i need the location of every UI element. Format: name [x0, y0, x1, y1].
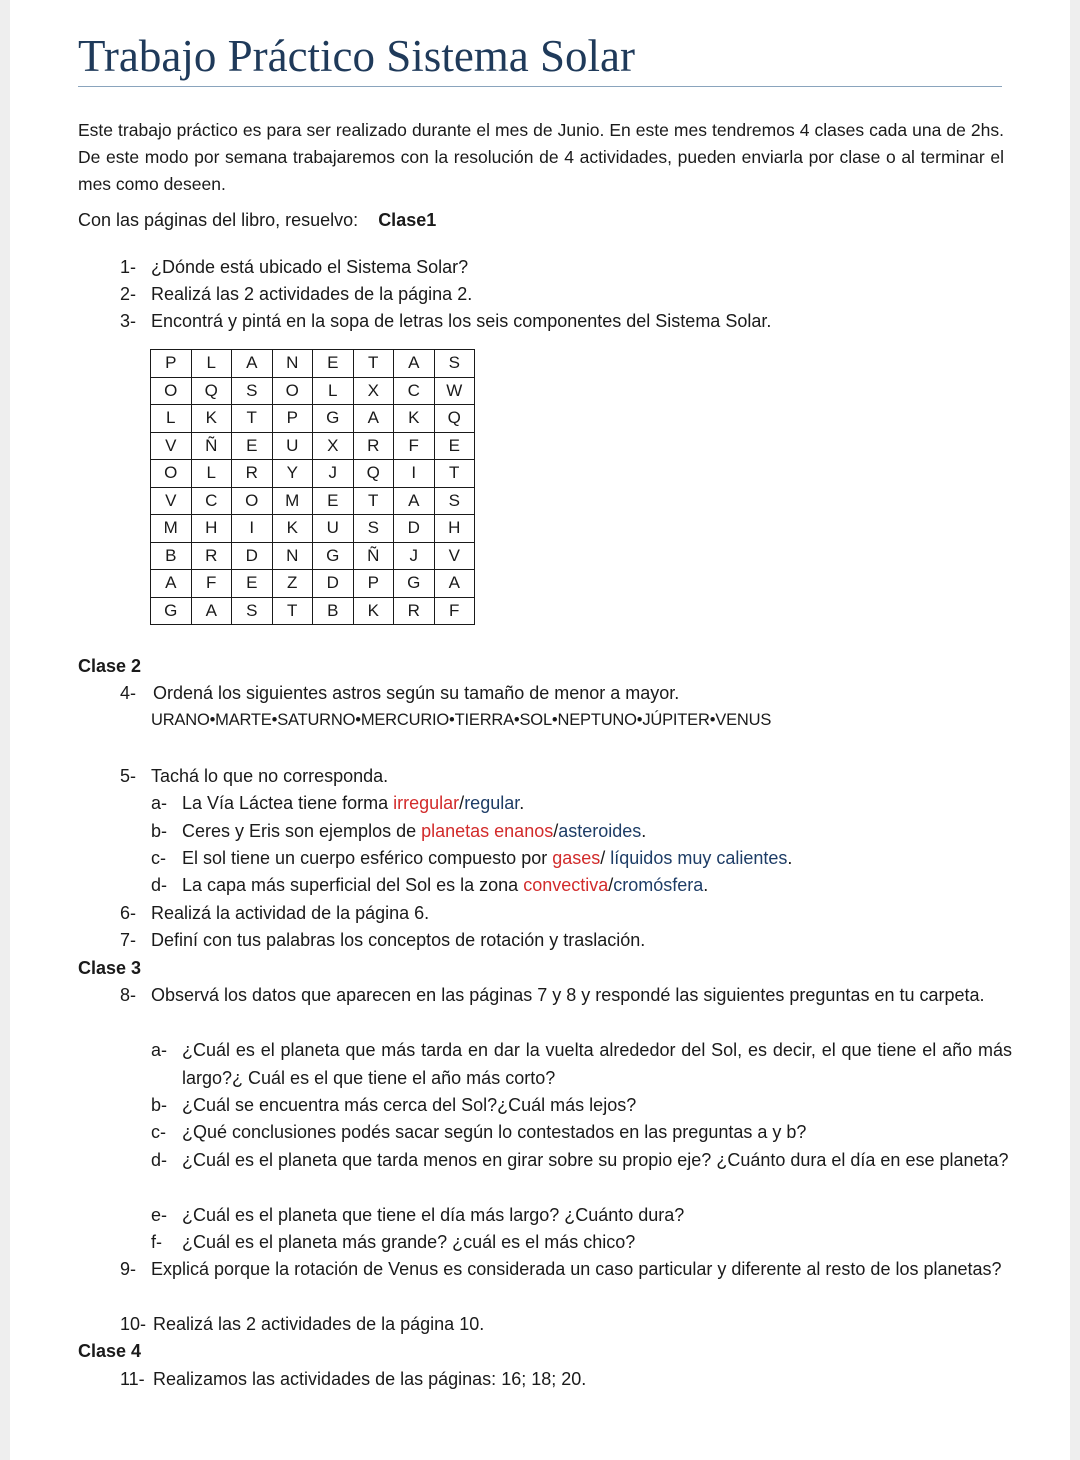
grid-cell: B: [313, 597, 354, 625]
grid-cell: Ñ: [191, 432, 232, 460]
grid-cell: S: [232, 377, 273, 405]
grid-cell: S: [353, 515, 394, 543]
grid-cell: U: [272, 432, 313, 460]
grid-cell: A: [151, 570, 192, 598]
question-text: Definí con tus palabras los conceptos de rotación y traslación.: [151, 930, 646, 950]
question-8e: [151, 1205, 684, 1226]
grid-cell: N: [272, 350, 313, 378]
grid-row: [151, 597, 475, 625]
grid-cell: T: [434, 460, 475, 488]
grid-cell: A: [394, 487, 435, 515]
item-letter: c-: [151, 848, 166, 868]
question-1: [120, 257, 468, 278]
question-text: ¿Dónde está ubicado el Sistema Solar?: [151, 257, 469, 277]
question-number: 6-: [120, 903, 137, 923]
grid-cell: D: [313, 570, 354, 598]
grid-cell: G: [151, 597, 192, 625]
item-end: .: [519, 793, 525, 813]
grid-cell: A: [434, 570, 475, 598]
grid-cell: O: [151, 377, 192, 405]
grid-cell: T: [353, 350, 394, 378]
question-number: 4-: [120, 683, 137, 703]
grid-row: [151, 460, 475, 488]
question-text: Tachá lo que no corresponda.: [151, 766, 389, 786]
grid-row: [151, 515, 475, 543]
grid-cell: G: [394, 570, 435, 598]
item-letter: f-: [151, 1232, 162, 1252]
item-text: ¿Cuál se encuentra más cerca del Sol?¿Cuál más lejos?: [182, 1095, 637, 1115]
grid-cell: O: [232, 487, 273, 515]
grid-cell: P: [272, 405, 313, 433]
question-8f: [151, 1232, 635, 1253]
grid-cell: K: [353, 597, 394, 625]
question-5b: [151, 821, 646, 842]
grid-cell: A: [353, 405, 394, 433]
grid-cell: E: [313, 350, 354, 378]
question-8d-text: ¿Cuál es el planeta que tarda menos en girar sobre su propio eje? ¿Cuánto dura el día en ese planeta?: [182, 1150, 1009, 1170]
item-letter: c-: [151, 1122, 166, 1142]
question-6: [120, 903, 429, 924]
grid-cell: F: [191, 570, 232, 598]
grid-cell: U: [313, 515, 354, 543]
grid-cell: N: [272, 542, 313, 570]
question-5: [120, 766, 388, 787]
grid-cell: G: [313, 405, 354, 433]
grid-cell: E: [313, 487, 354, 515]
grid-cell: Q: [434, 405, 475, 433]
grid-cell: Y: [272, 460, 313, 488]
grid-cell: X: [313, 432, 354, 460]
grid-cell: J: [313, 460, 354, 488]
grid-cell: R: [353, 432, 394, 460]
grid-row: [151, 377, 475, 405]
item-text: La capa más superficial del Sol es la zona: [182, 875, 524, 895]
grid-cell: R: [232, 460, 273, 488]
grid-cell: K: [272, 515, 313, 543]
option-red: planetas enanos: [421, 821, 554, 841]
question-11: [120, 1369, 586, 1390]
item-text: El sol tiene un cuerpo esférico compuesto por: [182, 848, 553, 868]
item-text: La Vía Láctea tiene forma: [182, 793, 394, 813]
option-separator: /: [608, 875, 614, 895]
grid-cell: O: [272, 377, 313, 405]
grid-cell: P: [353, 570, 394, 598]
grid-cell: V: [151, 432, 192, 460]
grid-cell: E: [434, 432, 475, 460]
grid-cell: M: [151, 515, 192, 543]
grid-cell: O: [151, 460, 192, 488]
question-text: Realizá las 2 actividades de la página 2.: [151, 284, 473, 304]
grid-cell: I: [394, 460, 435, 488]
grid-cell: D: [394, 515, 435, 543]
grid-cell: R: [394, 597, 435, 625]
grid-cell: A: [394, 350, 435, 378]
option-red: irregular: [393, 793, 460, 813]
document-page: [10, 0, 1070, 1460]
book-instruction: [78, 210, 436, 231]
question-number: 10-: [120, 1314, 147, 1334]
grid-row: [151, 570, 475, 598]
option-blue: regular: [464, 793, 520, 813]
item-letter: e-: [151, 1205, 168, 1225]
grid-cell: P: [151, 350, 192, 378]
grid-cell: L: [191, 460, 232, 488]
grid-row: [151, 542, 475, 570]
title-divider: [78, 86, 1002, 87]
question-number: 11-: [120, 1369, 145, 1389]
question-5a: [151, 793, 524, 814]
grid-cell: Q: [353, 460, 394, 488]
question-3: [120, 311, 771, 332]
grid-cell: X: [353, 377, 394, 405]
question-9-number: 9-: [120, 1259, 137, 1279]
question-8-number: 8-: [120, 985, 137, 1005]
intro-paragraph: Este trabajo práctico es para ser realizado durante el mes de Junio. En este mes tendremos 4 clases cada una de 2hs. De este modo por semana trabajaremos con la resolución de 4 actividades, pueden enviarla por clase o al terminar el mes como deseen.: [78, 120, 1004, 194]
item-end: .: [787, 848, 793, 868]
grid-row: [151, 487, 475, 515]
grid-cell: H: [434, 515, 475, 543]
item-letter: b-: [151, 821, 168, 841]
grid-cell: Z: [272, 570, 313, 598]
question-8b: [151, 1095, 636, 1116]
option-blue: asteroides: [558, 821, 642, 841]
question-9-text: Explicá porque la rotación de Venus es considerada un caso particular y diferente al resto de los planetas?: [151, 1259, 1002, 1279]
grid-cell: F: [434, 597, 475, 625]
option-separator: /: [600, 848, 611, 868]
question-2: [120, 284, 472, 305]
grid-cell: R: [191, 542, 232, 570]
option-separator: /: [459, 793, 465, 813]
grid-cell: G: [313, 542, 354, 570]
book-line-text: Con las páginas del libro, resuelvo:: [78, 210, 359, 230]
question-5c: [151, 848, 792, 869]
grid-cell: M: [272, 487, 313, 515]
option-red: gases: [552, 848, 601, 868]
question-text: Realizá las 2 actividades de la página 10.: [153, 1314, 485, 1334]
item-text: ¿Cuál es el planeta que tiene el día más largo? ¿Cuánto dura?: [182, 1205, 685, 1225]
grid-cell: T: [232, 405, 273, 433]
grid-cell: S: [232, 597, 273, 625]
question-text: Realizamos las actividades de las páginas: 16; 18; 20.: [153, 1369, 587, 1389]
option-blue: líquidos muy calientes: [610, 848, 788, 868]
question-number: 5-: [120, 766, 137, 786]
grid-cell: F: [394, 432, 435, 460]
question-10: [120, 1314, 484, 1335]
grid-cell: D: [232, 542, 273, 570]
question-text: Realizá la actividad de la página 6.: [151, 903, 430, 923]
grid-cell: A: [191, 597, 232, 625]
item-end: .: [703, 875, 709, 895]
grid-cell: J: [394, 542, 435, 570]
clase3-heading: Clase 3: [78, 958, 142, 978]
question-4: [120, 683, 679, 704]
grid-cell: V: [151, 487, 192, 515]
item-text: Ceres y Eris son ejemplos de: [182, 821, 422, 841]
grid-cell: A: [232, 350, 273, 378]
planets-list: URANO•MARTE•SATURNO•MERCURIO•TIERRA•SOL•NEPTUNO•JÚPITER•VENUS: [151, 711, 772, 729]
item-end: .: [641, 821, 647, 841]
grid-cell: L: [191, 350, 232, 378]
word-search-grid: [150, 349, 475, 625]
question-5d: [151, 875, 708, 896]
grid-cell: L: [313, 377, 354, 405]
grid-cell: T: [353, 487, 394, 515]
question-number: 3-: [120, 311, 137, 331]
grid-cell: C: [394, 377, 435, 405]
grid-cell: E: [232, 570, 273, 598]
grid-cell: K: [191, 405, 232, 433]
clase2-heading: Clase 2: [78, 656, 142, 676]
question-8c: [151, 1122, 806, 1143]
grid-cell: S: [434, 350, 475, 378]
grid-cell: C: [191, 487, 232, 515]
question-7: [120, 930, 645, 951]
option-blue: cromósfera: [613, 875, 704, 895]
question-8d-letter: d-: [151, 1150, 168, 1170]
grid-row: [151, 350, 475, 378]
item-letter: b-: [151, 1095, 168, 1115]
grid-cell: Ñ: [353, 542, 394, 570]
grid-cell: K: [394, 405, 435, 433]
option-red: convectiva: [523, 875, 609, 895]
grid-row: [151, 405, 475, 433]
option-separator: /: [553, 821, 559, 841]
question-text: Ordená los siguientes astros según su tamaño de menor a mayor.: [153, 683, 680, 703]
item-text: ¿Qué conclusiones podés sacar según lo contestados en las preguntas a y b?: [182, 1122, 807, 1142]
grid-cell: W: [434, 377, 475, 405]
grid-cell: E: [232, 432, 273, 460]
question-8a-letter: a-: [151, 1040, 168, 1060]
grid-cell: L: [151, 405, 192, 433]
question-number: 2-: [120, 284, 137, 304]
grid-cell: Q: [191, 377, 232, 405]
grid-cell: S: [434, 487, 475, 515]
grid-row: [151, 432, 475, 460]
clase1-heading: Clase1: [378, 210, 437, 230]
question-text: Encontrá y pintá en la sopa de letras los seis componentes del Sistema Solar.: [151, 311, 772, 331]
question-8-text: Observá los datos que aparecen en las páginas 7 y 8 y respondé las siguientes preguntas en tu carpeta.: [151, 985, 985, 1005]
item-letter: a-: [151, 793, 168, 813]
clase4-heading: Clase 4: [78, 1341, 142, 1361]
grid-cell: V: [434, 542, 475, 570]
item-letter: d-: [151, 875, 168, 895]
grid-cell: I: [232, 515, 273, 543]
question-8a-text: ¿Cuál es el planeta que más tarda en dar la vuelta alrededor del Sol, es decir, el que tiene el año más largo?¿ Cuál es el que tiene el año más corto?: [182, 1040, 1012, 1088]
question-number: 1-: [120, 257, 137, 277]
grid-cell: H: [191, 515, 232, 543]
grid-cell: T: [272, 597, 313, 625]
page-title: Trabajo Práctico Sistema Solar: [78, 31, 636, 81]
grid-cell: B: [151, 542, 192, 570]
question-number: 7-: [120, 930, 137, 950]
item-text: ¿Cuál es el planeta más grande? ¿cuál es el más chico?: [182, 1232, 636, 1252]
